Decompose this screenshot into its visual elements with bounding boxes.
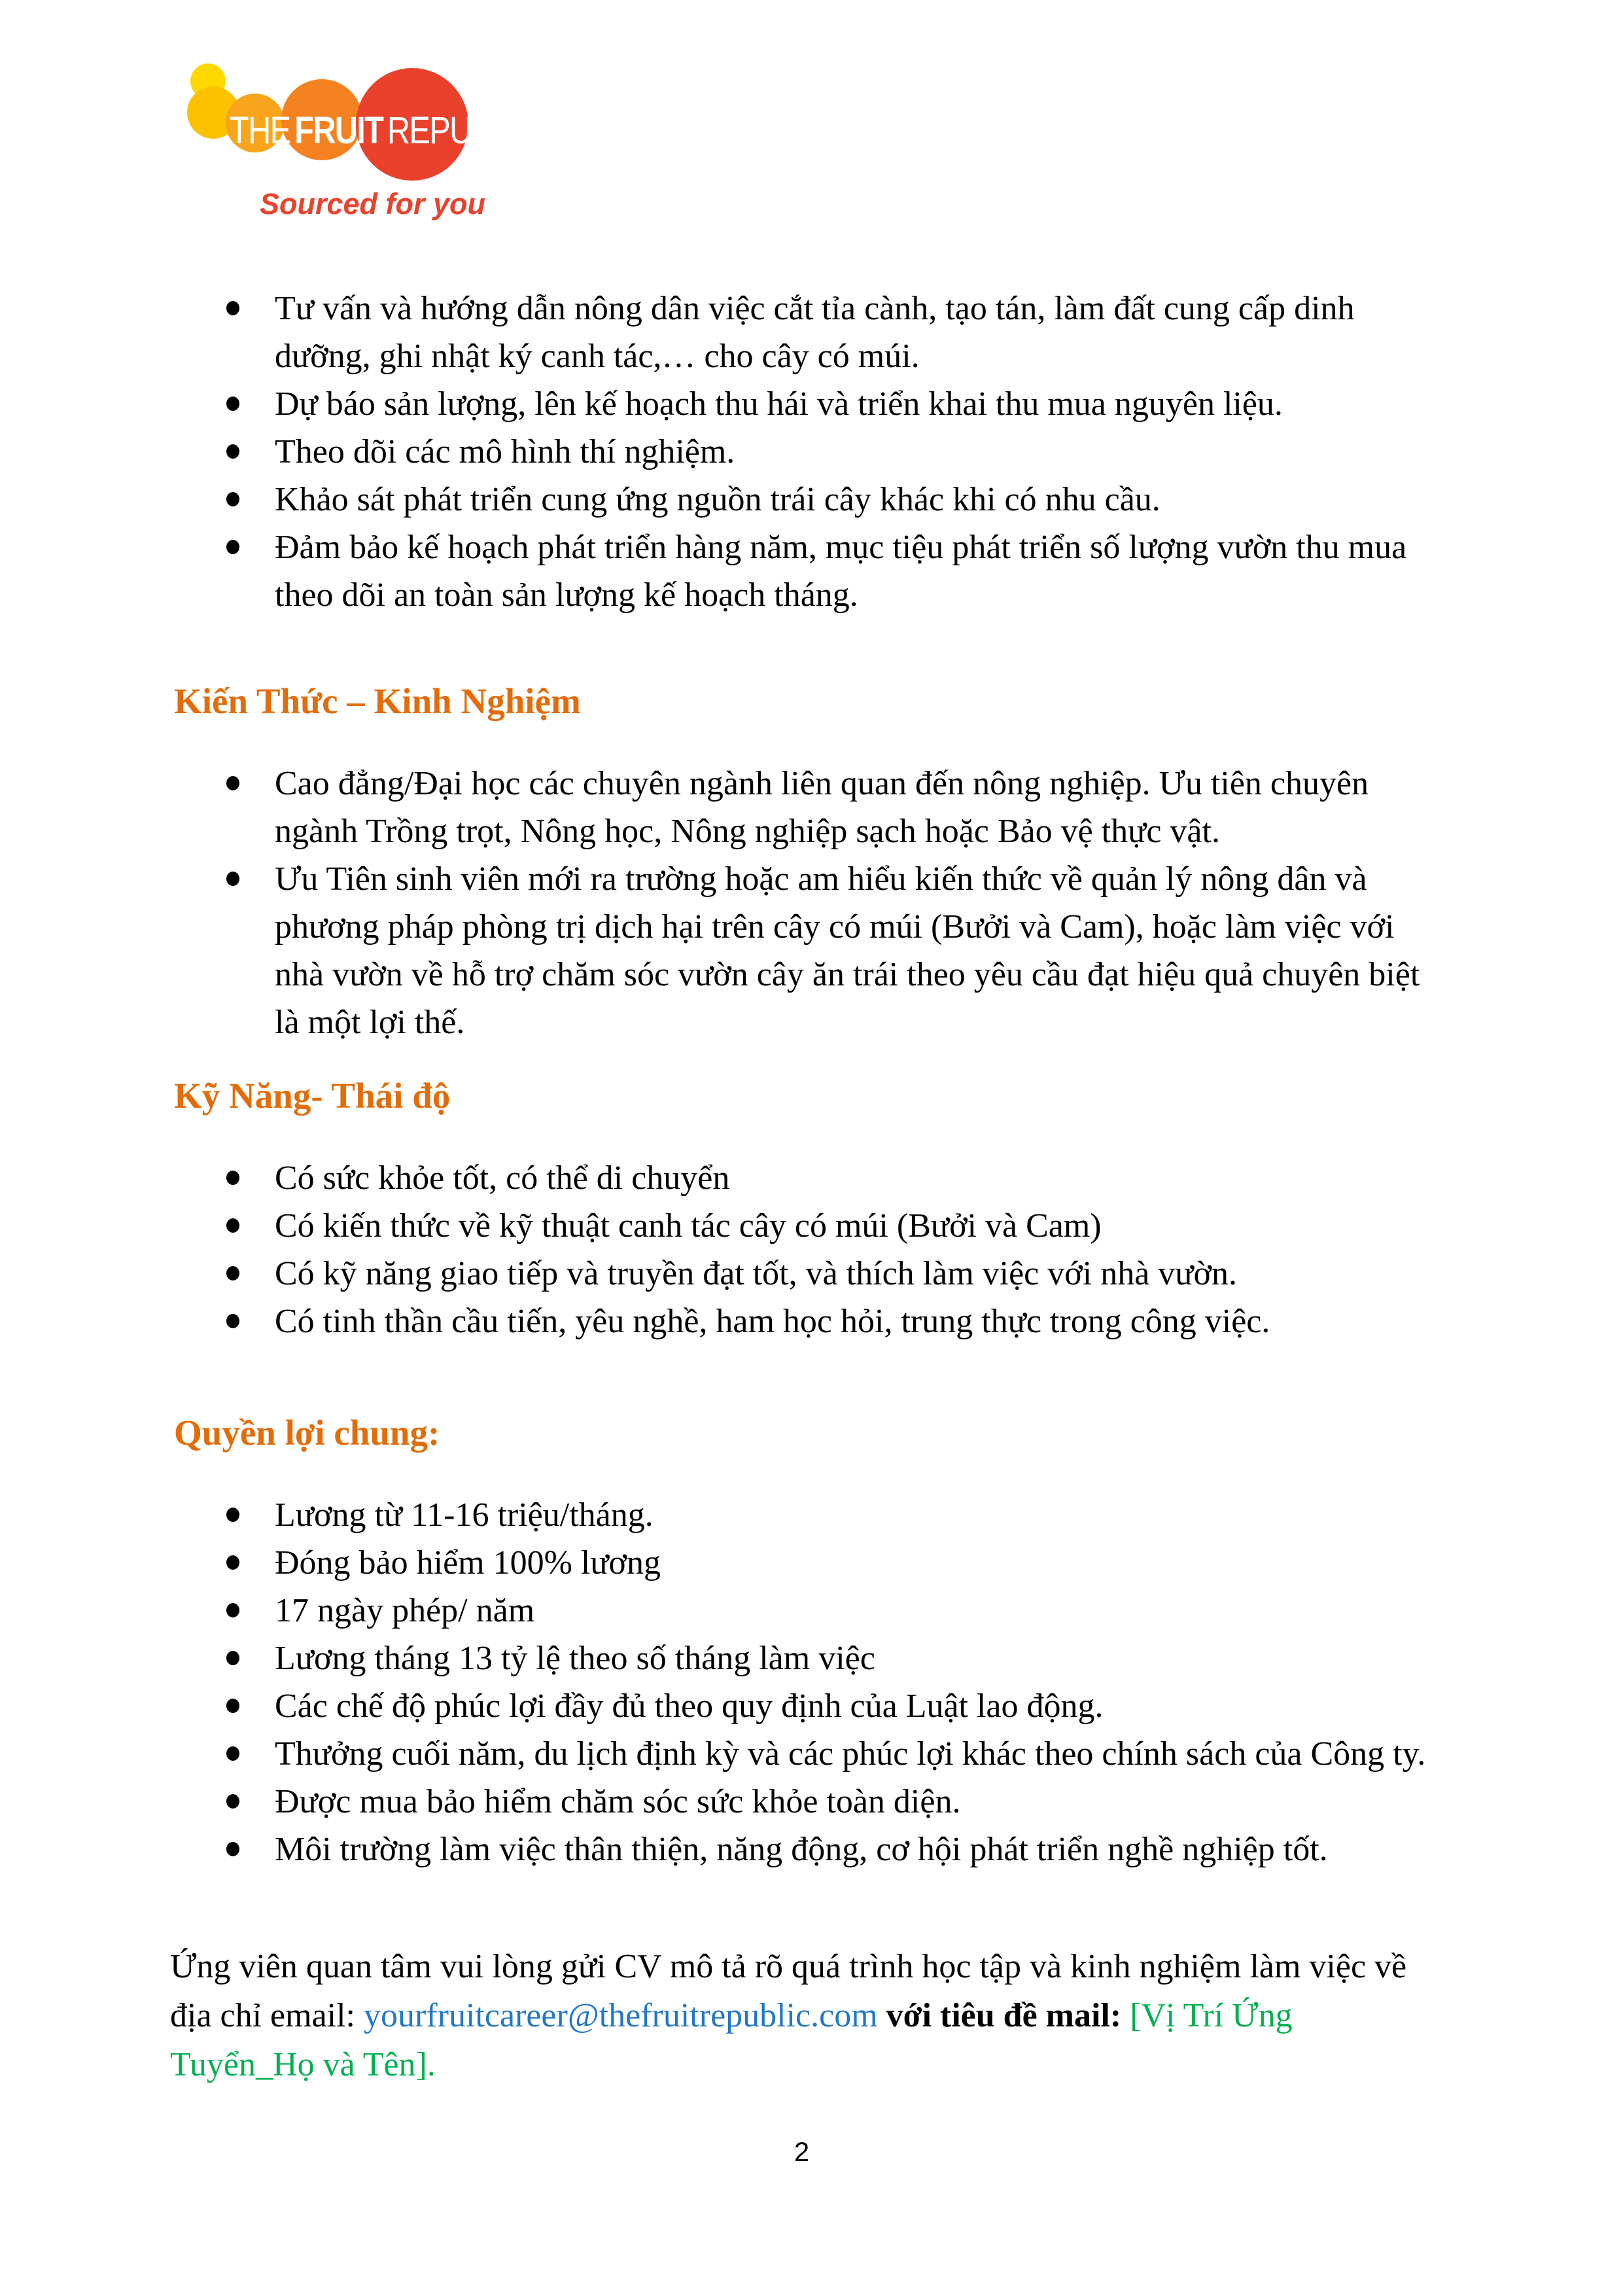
list-item: Có kỹ năng giao tiếp và truyền đạt tốt, và thích làm việc với nhà vườn. — [170, 1250, 1433, 1298]
logo-word-the: THE — [230, 109, 290, 152]
list-item: Có tinh thần cầu tiến, yêu nghề, ham học hỏi, trung thực trong công việc. — [170, 1298, 1433, 1345]
list-item: Dự báo sản lượng, lên kế hoạch thu hái và triển khai thu mua nguyên liệu. — [170, 380, 1433, 428]
benefits-list — [170, 1491, 1433, 1873]
responsibilities-list — [170, 285, 1433, 619]
logo-word-republic: REPUBLIC — [387, 109, 538, 152]
list-item: Lương từ 11-16 triệu/tháng. — [170, 1491, 1433, 1539]
footer-text: Ứng viên quan tâm vui lòng gửi CV mô tả rõ quá trình học tập và kinh nghiệm làm việc về địa chỉ email: — [170, 1948, 1407, 2034]
logo-tagline: Sourced for you — [260, 187, 486, 221]
list-item: Có sức khỏe tốt, có thể di chuyển — [170, 1154, 1433, 1202]
list-item: Môi trường làm việc thân thiện, năng động, cơ hội phát triển nghề nghiệp tốt. — [170, 1826, 1433, 1873]
list-item: Theo dõi các mô hình thí nghiệm. — [170, 428, 1433, 476]
page-number: 2 — [794, 2136, 810, 2167]
section-heading-benefits: Quyền lợi chung: — [174, 1413, 440, 1453]
list-item: Đảm bảo kế hoạch phát triển hàng năm, mục tiệu phát triển số lượng vườn thu mua theo dõi an toàn sản lượng kế hoạch tháng. — [170, 523, 1433, 619]
skills-attitude-list — [170, 1154, 1433, 1345]
logo-word-fruit: FRUIT — [294, 109, 383, 152]
list-item: Lương tháng 13 tỷ lệ theo số tháng làm việc — [170, 1634, 1433, 1682]
list-item: 17 ngày phép/ năm — [170, 1587, 1433, 1634]
knowledge-experience-list — [170, 760, 1433, 1046]
list-item: Đóng bảo hiểm 100% lương — [170, 1539, 1433, 1587]
email-link[interactable]: yourfruitcareer@thefruitrepublic.com — [364, 1997, 878, 2034]
section-heading-knowledge-experience: Kiến Thức – Kinh Nghiệm — [174, 681, 581, 721]
list-item: Tư vấn và hướng dẫn nông dân việc cắt tỉa cành, tạo tán, làm đất cung cấp dinh dưỡng, ghi nhật ký canh tác,… cho cây có múi. — [170, 285, 1433, 380]
list-item: Khảo sát phát triển cung ứng nguồn trái cây khác khi có nhu cầu. — [170, 476, 1433, 523]
company-logo — [186, 62, 538, 221]
list-item: Có kiến thức về kỹ thuật canh tác cây có múi (Bưởi và Cam) — [170, 1202, 1433, 1250]
list-item: Các chế độ phúc lợi đầy đủ theo quy định của Luật lao động. — [170, 1682, 1433, 1730]
footer-mail-subject-format: [Vị Trí Ứng Tuyển_Họ và Tên]. — [170, 1997, 1293, 2083]
list-item: Thưởng cuối năm, du lịch định kỳ và các phúc lợi khác theo chính sách của Công ty. — [170, 1730, 1433, 1778]
list-item: Ưu Tiên sinh viên mới ra trường hoặc am hiểu kiến thức về quản lý nông dân và phương pháp phòng trị dịch hại trên cây có múi (Bưởi và Cam), hoặc làm việc với nhà vườn về hỗ trợ chăm sóc vườn cây ăn trái theo yêu cầu đạt hiệu quả chuyên biệt là một lợi thế. — [170, 855, 1433, 1046]
list-item: Cao đẳng/Đại học các chuyên ngành liên quan đến nông nghiệp. Ưu tiên chuyên ngành Trồng trọt, Nông học, Nông nghiệp sạch hoặc Bảo vệ thực vật. — [170, 760, 1433, 855]
section-heading-skills-attitude: Kỹ Năng- Thái độ — [174, 1076, 451, 1116]
footer-mail-subject-label: với tiêu đề mail: — [877, 1997, 1130, 2034]
application-instructions — [170, 1942, 1433, 2089]
logo-wordmark — [230, 109, 538, 152]
list-item: Được mua bảo hiểm chăm sóc sức khỏe toàn diện. — [170, 1778, 1433, 1826]
